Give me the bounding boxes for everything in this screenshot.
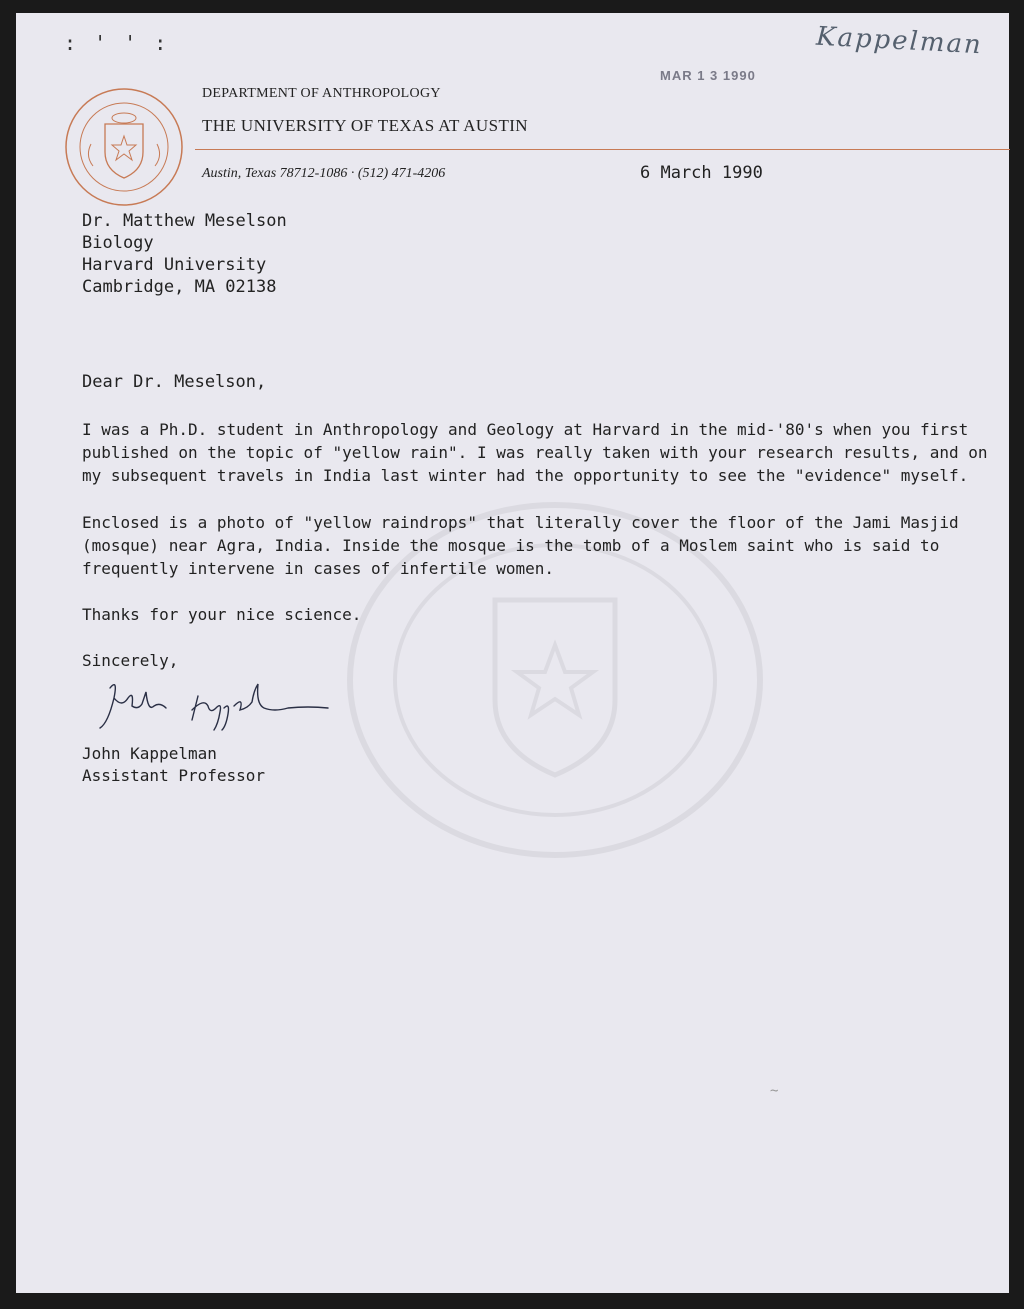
handwritten-signature	[88, 668, 348, 738]
paragraph-line: published on the topic of "yellow rain". I was really taken with your research results, and on	[82, 443, 988, 462]
recipient-line: Cambridge, MA 02138	[82, 277, 277, 297]
paragraph-line: my subsequent travels in India last winter had the opportunity to see the "evidence" myself.	[82, 466, 969, 485]
signer-title: Assistant Professor	[82, 766, 266, 785]
closing: Sincerely,	[82, 651, 179, 670]
address-city: Austin, Texas	[202, 166, 277, 181]
received-date-stamp: MAR 1 3 1990	[660, 68, 756, 83]
paragraph-line: Enclosed is a photo of "yellow raindrops" that literally cover the floor of the Jami Masjid	[82, 513, 959, 532]
seal-watermark-icon	[345, 500, 765, 860]
paragraph-line: frequently intervene in cases of infertile women.	[82, 559, 555, 578]
recipient-line: Harvard University	[82, 255, 267, 275]
paragraph-line: I was a Ph.D. student in Anthropology and Geology at Harvard in the mid-'80's when you first	[82, 420, 969, 439]
pencil-mark: ~	[770, 1083, 779, 1099]
paragraph-line: (mosque) near Agra, India. Inside the mosque is the tomb of a Moslem saint who is said to	[82, 536, 940, 555]
corner-marks: : ' ' :	[64, 31, 170, 55]
recipient-address	[82, 210, 287, 298]
university-name: THE UNIVERSITY OF TEXAS AT AUSTIN	[202, 116, 528, 135]
university-seal-icon	[63, 86, 185, 208]
letter-date: 6 March 1990	[640, 163, 763, 183]
body-paragraph-3: Thanks for your nice science.	[82, 605, 362, 624]
signature-block	[82, 743, 265, 787]
signer-name: John Kappelman	[82, 744, 217, 763]
address-zip-phone: 78712-1086 · (512) 471-4206	[279, 166, 446, 181]
department-name: DEPARTMENT OF ANTHROPOLOGY	[202, 86, 441, 101]
recipient-line: Biology	[82, 233, 154, 253]
salutation: Dear Dr. Meselson,	[82, 372, 267, 392]
letterhead-address	[202, 166, 445, 182]
handwritten-name-note: Kappelman	[815, 21, 984, 61]
body-paragraph-1	[82, 418, 988, 487]
recipient-line: Dr. Matthew Meselson	[82, 211, 287, 231]
letterhead-rule	[195, 149, 1010, 150]
